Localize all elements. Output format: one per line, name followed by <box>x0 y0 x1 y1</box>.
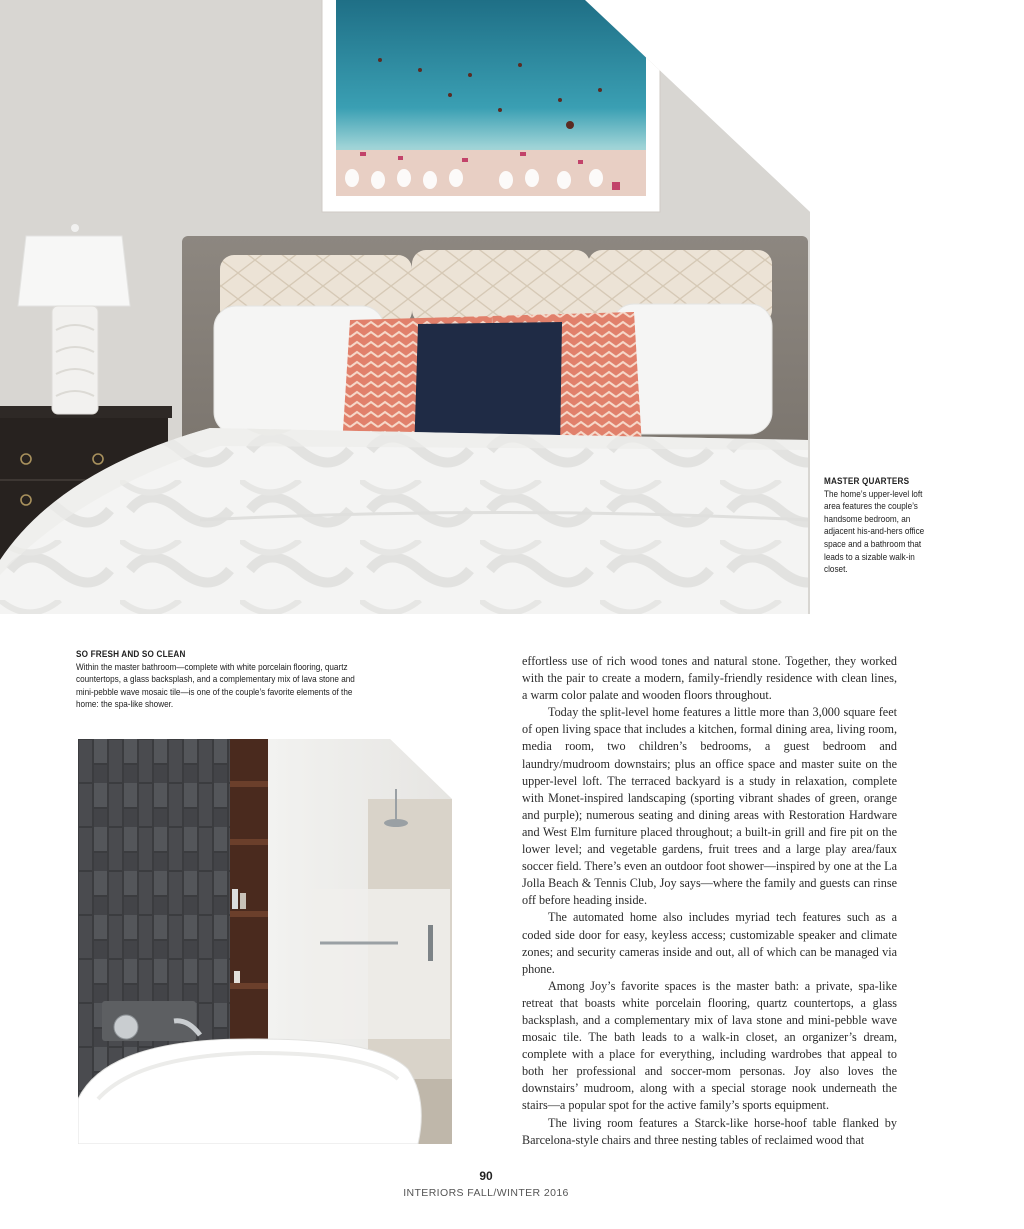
caption-text: The home’s upper-level loft area features the couple’s handsome bedroom, an adjacent his-and-hers office space and a bathroom that leads to a sizable walk-in closet. <box>824 488 925 576</box>
caption-master-quarters <box>824 476 927 577</box>
bedroom-photo <box>0 0 810 614</box>
article-paragraph: Today the split-level home features a little more than 3,000 square feet of open living space that includes a kitchen, formal dining area, living room, media room, two children’s bedrooms, a guest bedroom and laundry/mudroom downstairs; plus an office space and master suite on the upper-level loft. The terraced backyard is a study in relaxation, complete with Monet-inspired landscaping (sporting vibrant shades of green, orange and purple); numerous seating and dining areas with Restoration Hardware and West Elm furniture placed throughout; a built-in grill and fire pit on the lower level; and vegetable gardens, fruit trees and a large play area/faux soccer field. There’s even an outdoor foot shower—inspired by one at the La Jolla Beach & Tennis Club, Joy says—where the family and guests can rinse off before heading inside. <box>522 705 897 908</box>
bathroom-illustration <box>78 739 452 1144</box>
article-body <box>522 653 897 1149</box>
bathroom-photo <box>78 739 452 1144</box>
article-paragraph: The automated home also includes myriad tech features such as a coded side door for easy, keyless access; customizable speaker and climate zones; and security cameras inside and out, all of which can be managed via phone. <box>522 910 897 976</box>
caption-title: SO FRESH AND SO CLEAN <box>76 649 186 660</box>
caption-so-fresh <box>76 649 364 712</box>
publication-line: INTERIORS FALL/WINTER 2016 <box>403 1187 569 1199</box>
article-paragraph: The living room features a Starck-like horse-hoof table flanked by Barcelona-style chairs and three nesting tables of reclaimed wood that <box>522 1115 897 1147</box>
page-number: 90 <box>479 1169 493 1183</box>
caption-title: MASTER QUARTERS <box>824 476 910 487</box>
article-paragraph: effortless use of rich wood tones and natural stone. Together, they worked with the pair to create a modern, family-friendly residence with clean lines, a warm color palate and wooden floors throughout. <box>522 654 897 703</box>
bedroom-illustration <box>0 0 810 614</box>
article-paragraph: Among Joy’s favorite spaces is the master bath: a private, spa-like retreat that boasts white porcelain flooring, quartz countertops, a glass backsplash, and a complementary mix of lava stone and mini-pebble wave mosaic tile. The bath leads to a walk-in closet, an organizer’s dream, complete with a place for everything, including wardrobes that appeal to both her professional and soccer-mom personas. Joy also loves the downstairs’ mudroom, along with a special storage nook underneath the stairs—a popular spot for the active family’s sports equipment. <box>522 978 897 1113</box>
caption-text: Within the master bathroom—complete with white porcelain flooring, quartz countertops, a glass backsplash, and a complementary mix of lava stone and mini-pebble wave mosaic tile—is one of the couple’s favorite elements of the home: the spa-like shower. <box>76 661 355 711</box>
beach-artwork <box>322 0 660 212</box>
